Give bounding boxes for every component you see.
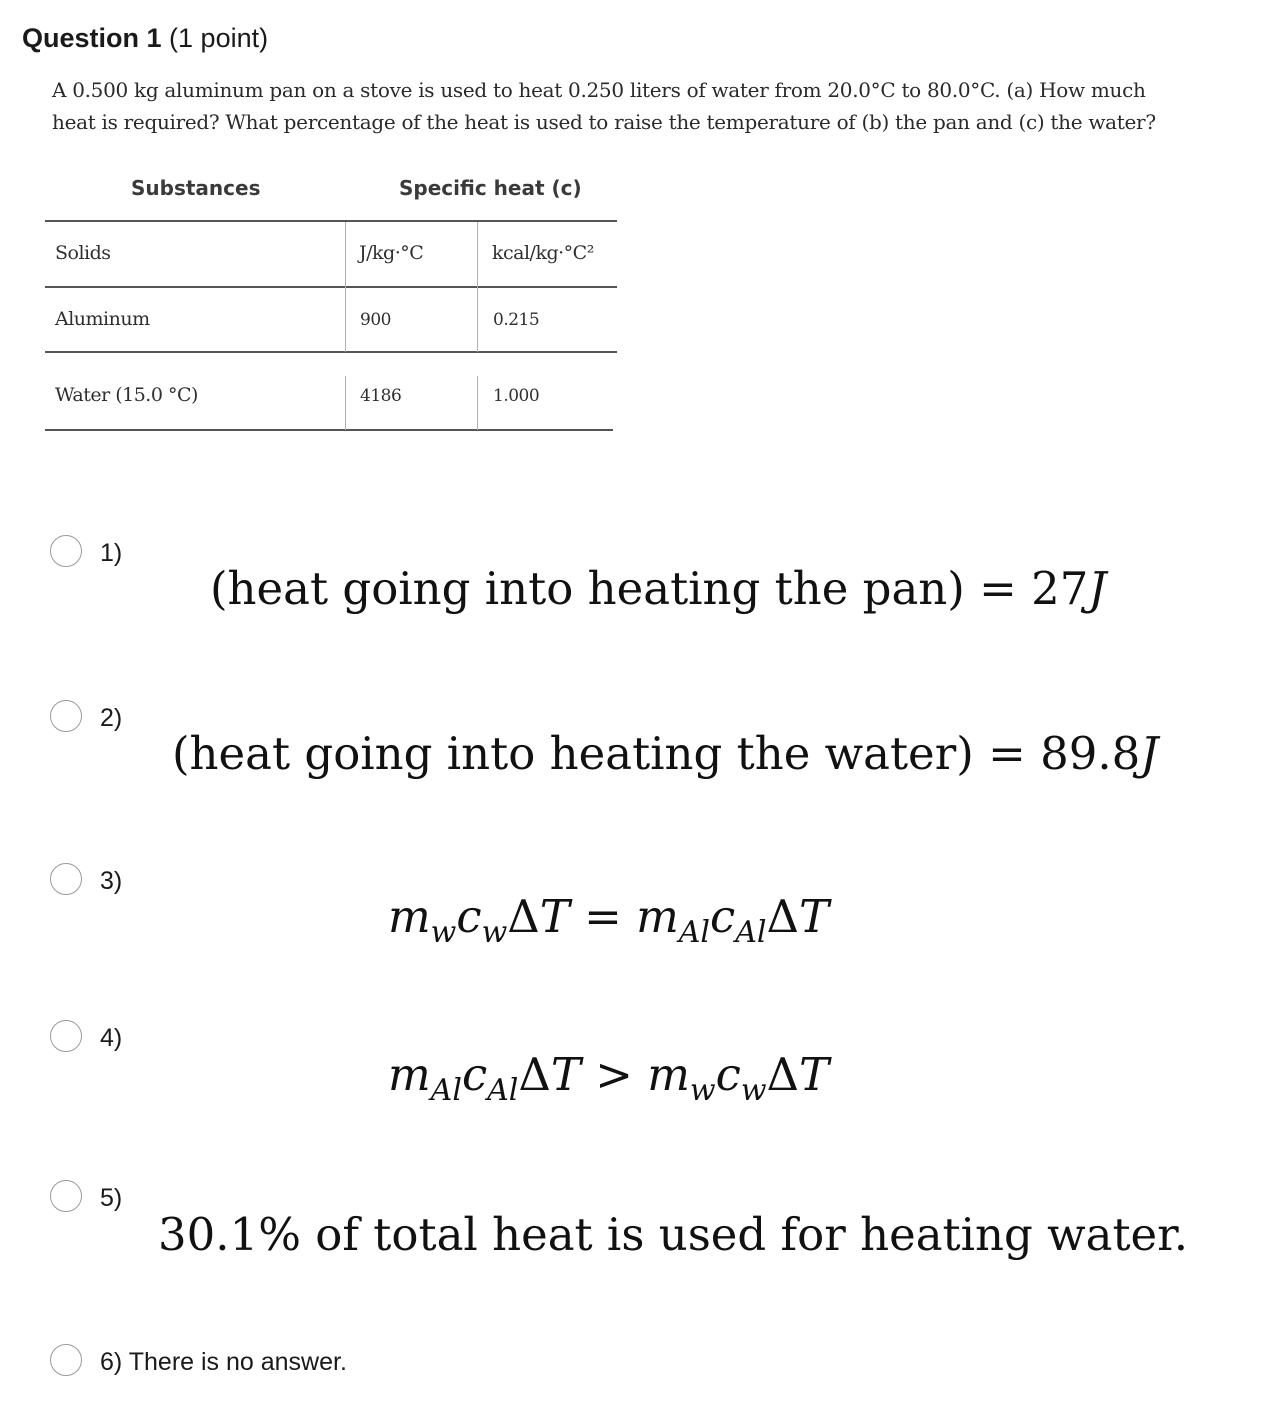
specific-heat-table — [45, 168, 617, 434]
option-text: There is no answer. — [128, 1348, 347, 1376]
option-number: 3) — [100, 867, 123, 895]
radio-button[interactable] — [50, 1180, 82, 1212]
option-2-content: (heat going into heating the water) = 89.8J — [172, 727, 1159, 780]
table-header-substances: Substances — [131, 176, 261, 200]
table-cell-substance: Solids — [55, 242, 111, 264]
table-divider — [45, 220, 617, 222]
table-cell-substance: Aluminum — [55, 308, 150, 330]
table-cell-value: 1.000 — [493, 386, 540, 406]
question-title: Question 1 — [22, 23, 162, 53]
radio-button[interactable] — [50, 1020, 82, 1052]
option-number: 6) — [100, 1348, 123, 1376]
table-divider — [45, 351, 617, 353]
option-number: 4) — [100, 1024, 123, 1052]
option-3-content: $m_wc_w\Delta T = m_{Al}c_{Al}\Delta T$ — [388, 890, 830, 950]
radio-button[interactable] — [50, 535, 82, 567]
option-label — [100, 1348, 347, 1377]
table-cell-unit: kcal/kg·°C² — [492, 242, 594, 264]
radio-button[interactable] — [50, 700, 82, 732]
table-cell-value: 900 — [360, 310, 391, 330]
table-cell-value: 4186 — [360, 386, 402, 406]
table-column-divider — [477, 376, 478, 430]
table-cell-unit: J/kg·°C — [359, 242, 424, 264]
table-divider — [45, 429, 613, 431]
table-divider — [45, 286, 617, 288]
option-1-content: (heat going into heating the pan) = 27J — [210, 562, 1107, 615]
table-header-specific-heat: Specific heat (c) — [399, 176, 582, 200]
table-column-divider — [345, 222, 346, 352]
option-number: 1) — [100, 539, 123, 567]
table-column-divider — [345, 376, 346, 430]
question-header — [22, 20, 268, 56]
table-cell-substance: Water (15.0 °C) — [55, 384, 198, 406]
question-points: (1 point) — [169, 23, 269, 53]
option-number: 2) — [100, 704, 123, 732]
radio-button[interactable] — [50, 863, 82, 895]
table-cell-value: 0.215 — [493, 310, 540, 330]
option-5-content: 30.1% of total heat is used for heating water. — [158, 1208, 1189, 1261]
table-column-divider — [477, 222, 478, 352]
option-number: 5) — [100, 1184, 123, 1212]
option-4-content: $m_{Al}c_{Al}\Delta T > m_wc_w\Delta T$ — [388, 1048, 830, 1108]
radio-button[interactable] — [50, 1344, 82, 1376]
question-text: A 0.500 kg aluminum pan on a stove is used to heat 0.250 liters of water from 20.0°C to 80.0°C. (a) How much heat is required? What percentage of the heat is used to raise the temperature of (b) the pan and (c) the water? — [52, 78, 1156, 134]
